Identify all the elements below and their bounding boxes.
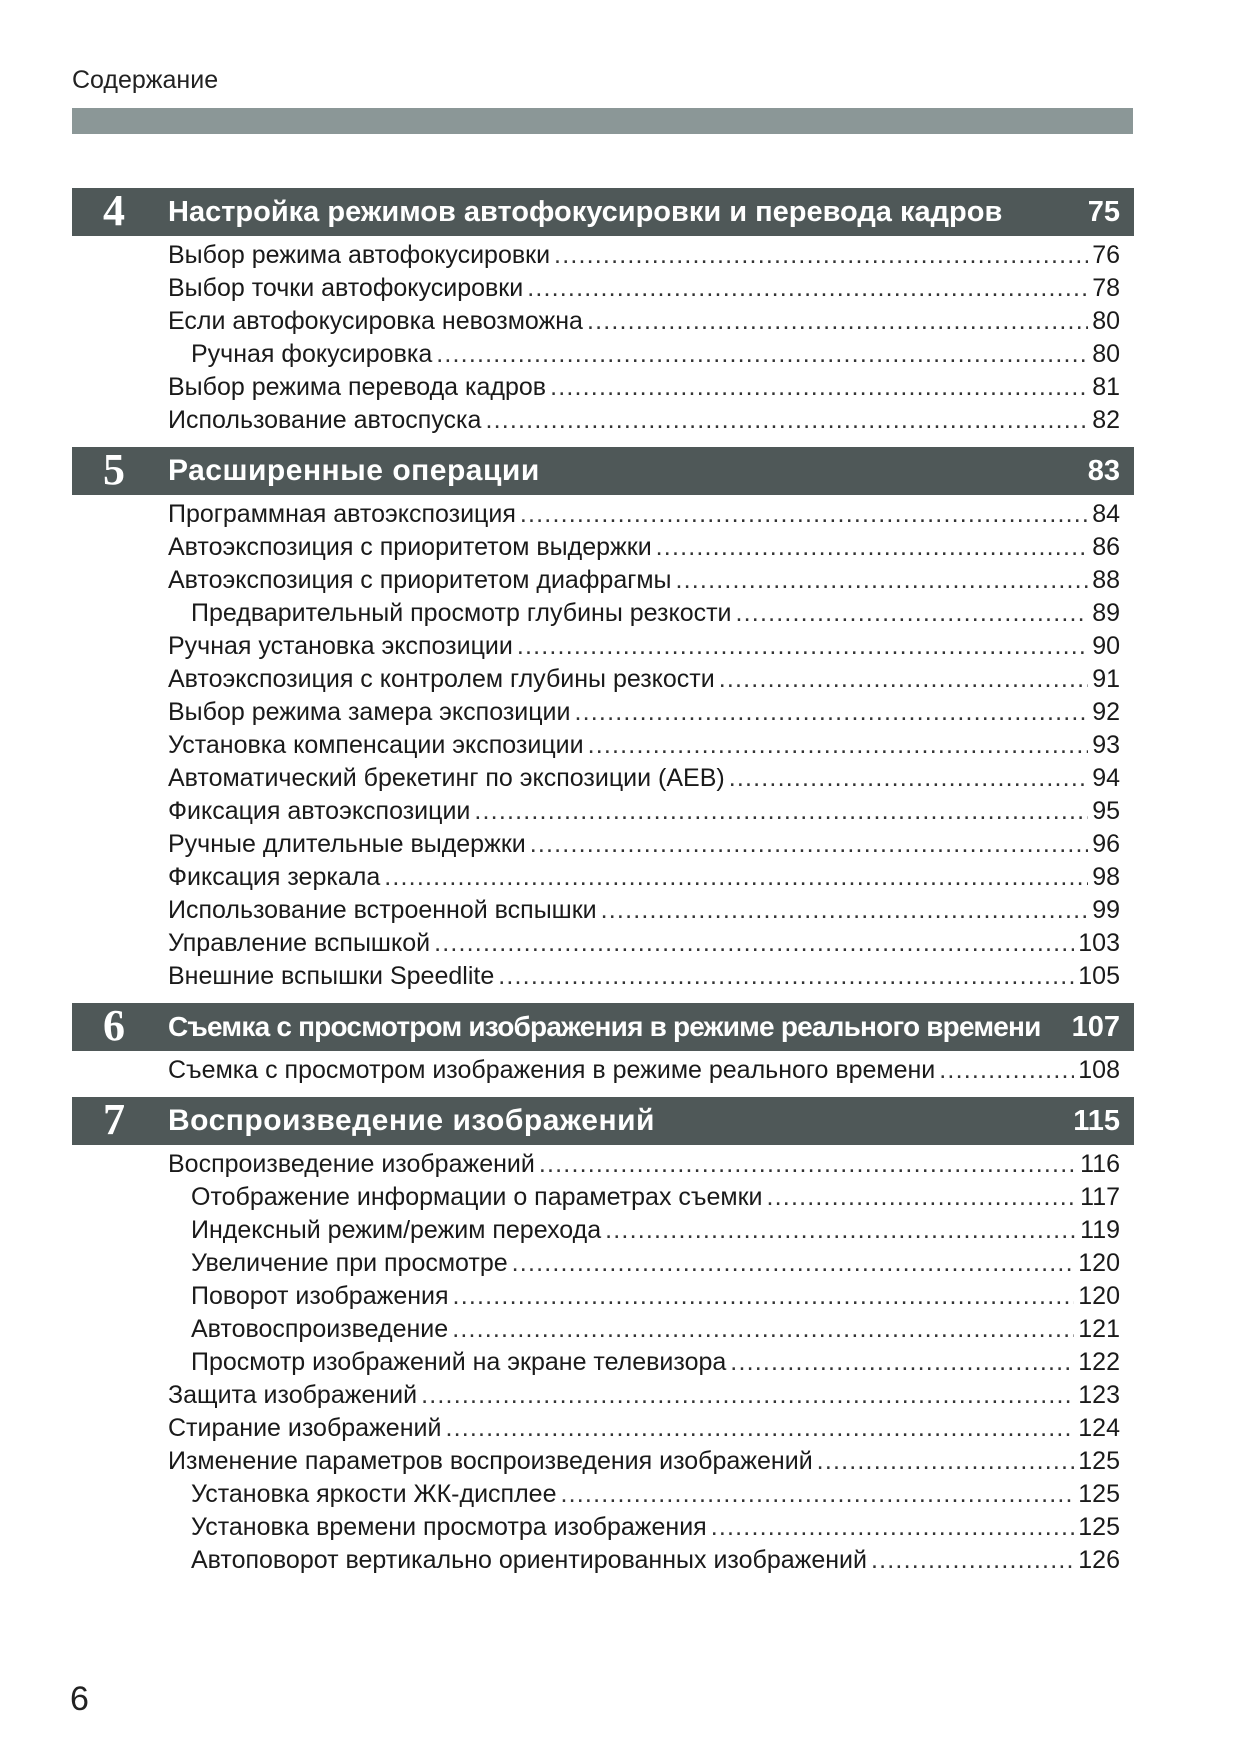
toc-entry[interactable] <box>72 762 1134 795</box>
entry-title: Просмотр изображений на экране телевизора <box>191 1348 727 1376</box>
toc-entry[interactable] <box>72 1379 1134 1412</box>
dot-leader <box>498 960 1074 993</box>
entry-page-number: 124 <box>1078 1414 1120 1442</box>
toc-entry[interactable] <box>72 960 1134 993</box>
table-of-contents <box>72 188 1134 1587</box>
dot-leader <box>605 1214 1076 1247</box>
entry-title: Ручные длительные выдержки <box>168 830 526 858</box>
toc-subentry[interactable] <box>72 1478 1134 1511</box>
toc-subentry[interactable] <box>72 597 1134 630</box>
entry-list <box>72 1146 1134 1577</box>
chapter-title: Настройка режимов автофокусировки и перевода кадров <box>168 196 1003 228</box>
chapter-page-number: 75 <box>1087 196 1120 228</box>
dot-leader <box>871 1544 1074 1577</box>
dot-leader <box>527 272 1088 305</box>
entry-title: Автоповорот вертикально ориентированных изображений <box>191 1546 867 1574</box>
toc-entry[interactable] <box>72 630 1134 663</box>
entry-page-number: 105 <box>1078 962 1120 990</box>
chapter-number: 6 <box>103 1001 125 1050</box>
entry-title: Индексный режим/режим перехода <box>191 1216 602 1244</box>
toc-entry[interactable] <box>72 927 1134 960</box>
dot-leader <box>587 305 1088 338</box>
dot-leader <box>453 1280 1075 1313</box>
dot-leader <box>656 531 1089 564</box>
dot-leader <box>436 338 1088 371</box>
toc-entry[interactable] <box>72 663 1134 696</box>
dot-leader <box>736 597 1089 630</box>
toc-entry[interactable] <box>72 894 1134 927</box>
entry-title: Предварительный просмотр глубины резкости <box>191 599 732 627</box>
toc-entry[interactable] <box>72 531 1134 564</box>
toc-entry[interactable] <box>72 729 1134 762</box>
toc-entry[interactable] <box>72 1054 1134 1087</box>
entry-title: Выбор режима перевода кадров <box>168 373 547 401</box>
entry-title: Стирание изображений <box>168 1414 442 1442</box>
chapter-title: Воспроизведение изображений <box>168 1104 655 1137</box>
entry-title: Съемка с просмотром изображения в режиме реального времени <box>168 1056 936 1084</box>
dot-leader <box>520 498 1088 531</box>
toc-entry[interactable] <box>72 1148 1134 1181</box>
toc-entry[interactable] <box>72 696 1134 729</box>
toc-subentry[interactable] <box>72 1247 1134 1280</box>
entry-page-number: 96 <box>1092 830 1120 858</box>
entry-page-number: 82 <box>1092 406 1120 434</box>
running-title: Содержание <box>72 66 219 94</box>
entry-title: Автоэкспозиция с приоритетом выдержки <box>168 533 652 561</box>
entry-page-number: 98 <box>1092 863 1120 891</box>
entry-page-number: 89 <box>1092 599 1120 627</box>
entry-page-number: 108 <box>1078 1056 1120 1084</box>
toc-entry[interactable] <box>72 564 1134 597</box>
entry-page-number: 94 <box>1092 764 1120 792</box>
entry-page-number: 84 <box>1092 500 1120 528</box>
entry-list <box>72 237 1134 437</box>
toc-entry[interactable] <box>72 828 1134 861</box>
entry-page-number: 95 <box>1092 797 1120 825</box>
entry-page-number: 125 <box>1078 1447 1120 1475</box>
entry-title: Если автофокусировка невозможна <box>168 307 583 335</box>
entry-title: Автоэкспозиция с контролем глубины резкости <box>168 665 715 693</box>
dot-leader <box>729 762 1088 795</box>
toc-subentry[interactable] <box>72 1313 1134 1346</box>
dot-leader <box>817 1445 1075 1478</box>
dot-leader <box>719 663 1088 696</box>
entry-title: Отображение информации о параметрах съемки <box>191 1183 763 1211</box>
entry-title: Ручная фокусировка <box>191 340 433 368</box>
entry-title: Выбор точки автофокусировки <box>168 274 524 302</box>
toc-subentry[interactable] <box>72 1346 1134 1379</box>
entry-title: Программная автоэкспозиция <box>168 500 516 528</box>
dot-leader <box>434 927 1074 960</box>
toc-subentry[interactable] <box>72 1280 1134 1313</box>
dot-leader <box>517 630 1088 663</box>
dot-leader <box>384 861 1088 894</box>
entry-page-number: 103 <box>1078 929 1120 957</box>
toc-entry[interactable] <box>72 1445 1134 1478</box>
entry-page-number: 80 <box>1092 340 1120 368</box>
chapter-heading[interactable] <box>72 1003 1134 1051</box>
dot-leader <box>421 1379 1074 1412</box>
toc-subentry[interactable] <box>72 1214 1134 1247</box>
entry-page-number: 99 <box>1092 896 1120 924</box>
entry-page-number: 88 <box>1092 566 1120 594</box>
toc-entry[interactable] <box>72 239 1134 272</box>
toc-entry[interactable] <box>72 404 1134 437</box>
chapter-number: 4 <box>103 186 125 235</box>
dot-leader <box>730 1346 1074 1379</box>
chapter-heading[interactable] <box>72 1097 1134 1145</box>
entry-page-number: 120 <box>1078 1282 1120 1310</box>
entry-title: Выбор режима автофокусировки <box>168 241 551 269</box>
entry-page-number: 86 <box>1092 533 1120 561</box>
entry-title: Изменение параметров воспроизведения изображений <box>168 1447 813 1475</box>
toc-entry[interactable] <box>72 861 1134 894</box>
entry-title: Защита изображений <box>168 1381 418 1409</box>
entry-title: Ручная установка экспозиции <box>168 632 513 660</box>
entry-page-number: 116 <box>1080 1150 1120 1178</box>
dot-leader <box>588 729 1089 762</box>
entry-page-number: 91 <box>1092 665 1120 693</box>
entry-page-number: 125 <box>1078 1513 1120 1541</box>
chapter-page-number: 107 <box>1071 1011 1120 1043</box>
chapter-number: 5 <box>103 445 125 494</box>
chapter-page-number: 83 <box>1087 455 1120 487</box>
dot-leader <box>445 1412 1074 1445</box>
entry-title: Управление вспышкой <box>168 929 431 957</box>
entry-title: Увеличение при просмотре <box>191 1249 508 1277</box>
toc-subentry[interactable] <box>72 1181 1134 1214</box>
dot-leader <box>530 828 1088 861</box>
entry-title: Установка яркости ЖК-дисплее <box>191 1480 557 1508</box>
entry-page-number: 126 <box>1078 1546 1120 1574</box>
entry-title: Установка компенсации экспозиции <box>168 731 584 759</box>
chapter-section <box>72 1097 1134 1577</box>
entry-page-number: 121 <box>1078 1315 1120 1343</box>
entry-page-number: 119 <box>1080 1216 1120 1244</box>
toc-subentry[interactable] <box>72 1511 1134 1544</box>
entry-title: Автоматический брекетинг по экспозиции (AEB) <box>168 764 725 792</box>
header-rule <box>72 108 1133 134</box>
toc-entry[interactable] <box>72 1412 1134 1445</box>
entry-list <box>72 1052 1134 1087</box>
entry-page-number: 93 <box>1092 731 1120 759</box>
entry-page-number: 120 <box>1078 1249 1120 1277</box>
entry-page-number: 80 <box>1092 307 1120 335</box>
dot-leader <box>767 1181 1077 1214</box>
entry-title: Установка времени просмотра изображения <box>191 1513 707 1541</box>
dot-leader <box>554 239 1088 272</box>
dot-leader <box>550 371 1088 404</box>
entry-title: Фиксация зеркала <box>168 863 381 891</box>
dot-leader <box>711 1511 1075 1544</box>
dot-leader <box>485 404 1088 437</box>
entry-title: Автоэкспозиция с приоритетом диафрагмы <box>168 566 672 594</box>
entry-title: Внешние вспышки Speedlite <box>168 962 495 990</box>
entry-page-number: 92 <box>1092 698 1120 726</box>
entry-title: Использование автоспуска <box>168 406 482 434</box>
entry-page-number: 123 <box>1078 1381 1120 1409</box>
chapter-section <box>72 447 1134 993</box>
chapter-title: Съемка с просмотром изображения в режиме реального времени <box>168 1011 1041 1042</box>
chapter-heading[interactable] <box>72 188 1134 236</box>
toc-subentry[interactable] <box>72 1544 1134 1577</box>
entry-page-number: 81 <box>1092 373 1120 401</box>
entry-page-number: 122 <box>1078 1348 1120 1376</box>
dot-leader <box>601 894 1089 927</box>
entry-title: Автовоспроизведение <box>191 1315 449 1343</box>
chapter-number: 7 <box>103 1095 125 1144</box>
toc-entry[interactable] <box>72 305 1134 338</box>
chapter-page-number: 115 <box>1073 1105 1120 1137</box>
toc-entry[interactable] <box>72 371 1134 404</box>
toc-subentry[interactable] <box>72 338 1134 371</box>
dot-leader <box>539 1148 1076 1181</box>
entry-title: Использование встроенной вспышки <box>168 896 597 924</box>
chapter-section <box>72 1003 1134 1087</box>
entry-page-number: 117 <box>1080 1183 1120 1211</box>
page-number: 6 <box>70 1680 89 1718</box>
dot-leader <box>676 564 1089 597</box>
entry-page-number: 125 <box>1078 1480 1120 1508</box>
entry-title: Выбор режима замера экспозиции <box>168 698 571 726</box>
chapter-heading[interactable] <box>72 447 1134 495</box>
dot-leader <box>512 1247 1075 1280</box>
entry-title: Поворот изображения <box>191 1282 449 1310</box>
toc-entry[interactable] <box>72 795 1134 828</box>
chapter-section <box>72 188 1134 437</box>
toc-entry[interactable] <box>72 272 1134 305</box>
entry-page-number: 90 <box>1092 632 1120 660</box>
dot-leader <box>575 696 1089 729</box>
dot-leader <box>561 1478 1075 1511</box>
entry-title: Фиксация автоэкспозиции <box>168 797 471 825</box>
dot-leader <box>474 795 1088 828</box>
dot-leader <box>452 1313 1074 1346</box>
entry-title: Воспроизведение изображений <box>168 1150 535 1178</box>
chapter-title: Расширенные операции <box>168 454 540 487</box>
toc-entry[interactable] <box>72 498 1134 531</box>
entry-page-number: 78 <box>1092 274 1120 302</box>
dot-leader <box>939 1054 1074 1087</box>
entry-page-number: 76 <box>1092 241 1120 269</box>
entry-list <box>72 496 1134 993</box>
